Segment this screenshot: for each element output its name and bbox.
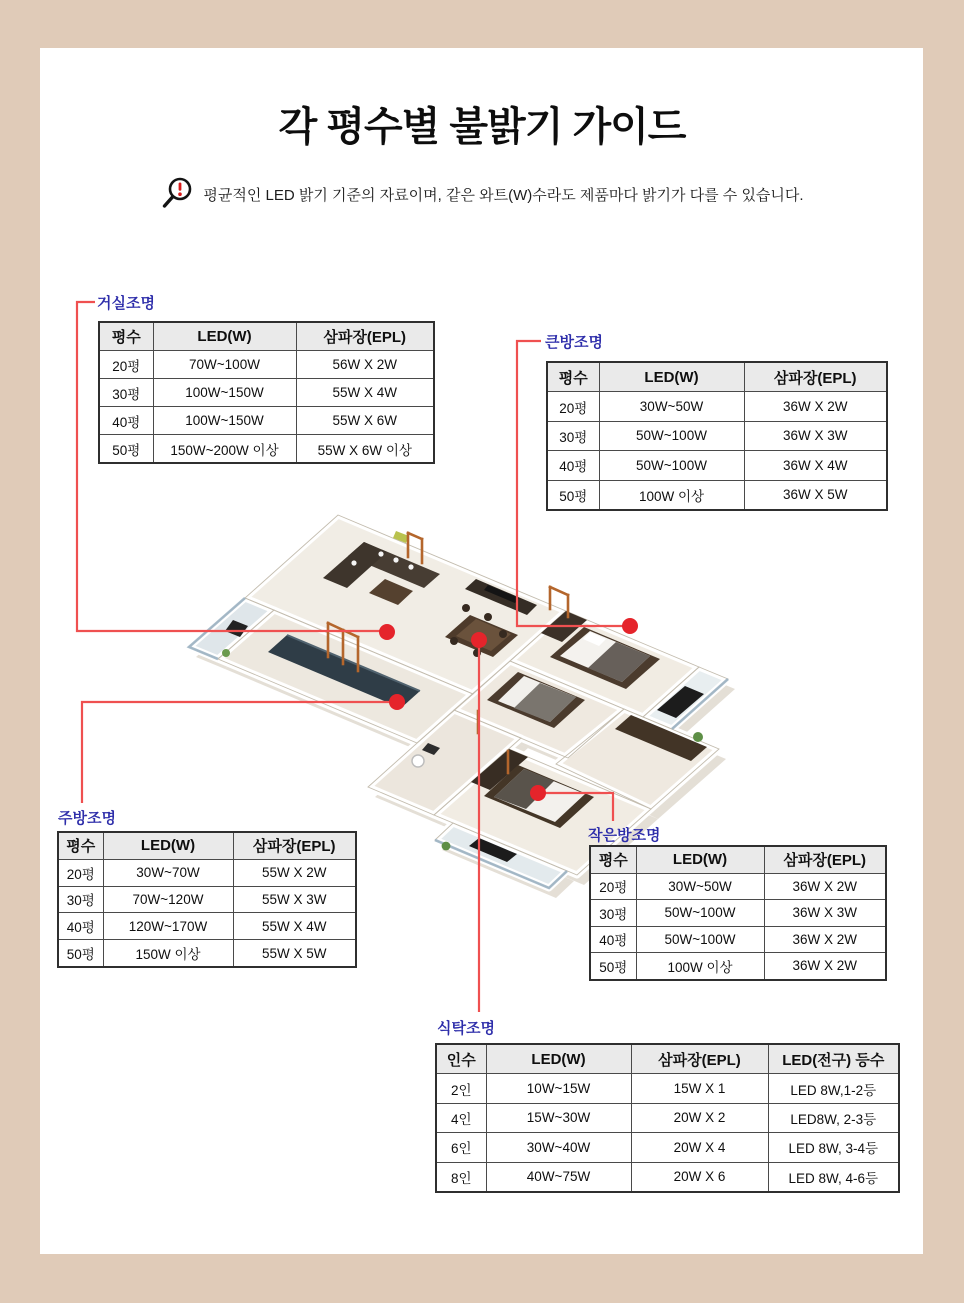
table-row <box>58 886 356 913</box>
table-cell: 36W X 2W <box>764 953 886 980</box>
table-cell: 100W 이상 <box>599 480 744 510</box>
callout-label-dining: 식탁조명 <box>437 1020 495 1037</box>
magnifier-exclamation-icon <box>160 176 194 212</box>
table-cell: 40평 <box>547 451 599 480</box>
column-header: 인수 <box>436 1044 486 1074</box>
column-header: LED(W) <box>486 1044 631 1074</box>
table-cell: 36W X 2W <box>764 926 886 953</box>
table-header-row <box>99 322 434 351</box>
table-cell: 36W X 5W <box>744 480 887 510</box>
table-row <box>590 900 886 927</box>
table-row <box>99 351 434 379</box>
column-header: LED(W) <box>599 362 744 392</box>
table-row <box>547 451 887 480</box>
table-cell: LED 8W, 3-4등 <box>768 1133 899 1162</box>
table-cell: 50평 <box>58 940 103 967</box>
table-cell: 20평 <box>590 873 636 900</box>
column-header: LED(W) <box>636 846 764 873</box>
table-cell: 15W~30W <box>486 1103 631 1132</box>
table-cell: 50평 <box>547 480 599 510</box>
table-cell: 20평 <box>547 392 599 421</box>
table-cell: 150W 이상 <box>103 940 233 967</box>
table-cell: 55W X 3W <box>233 886 356 913</box>
table-cell: 20W X 6 <box>631 1162 768 1192</box>
disclaimer-row <box>0 176 964 212</box>
column-header: 삼파장(EPL) <box>744 362 887 392</box>
table-cell: 56W X 2W <box>296 351 434 379</box>
table-row <box>58 940 356 967</box>
callout-label-kitchen: 주방조명 <box>58 810 116 827</box>
table-cell: 20평 <box>99 351 153 379</box>
column-header: LED(W) <box>153 322 296 351</box>
kitchen-lighting-table <box>57 831 357 968</box>
big-room-lighting-table <box>546 361 888 511</box>
page-title: 각 평수별 불밝기 가이드 <box>278 105 686 149</box>
table-cell: 2인 <box>436 1074 486 1103</box>
table-cell: 10W~15W <box>486 1074 631 1103</box>
table-cell: 36W X 3W <box>764 900 886 927</box>
column-header: 삼파장(EPL) <box>764 846 886 873</box>
table-cell: 30평 <box>58 886 103 913</box>
column-header: LED(전구) 등수 <box>768 1044 899 1074</box>
table-header-row <box>547 362 887 392</box>
table-row <box>547 421 887 450</box>
column-header: 평수 <box>590 846 636 873</box>
table-cell: 40W~75W <box>486 1162 631 1192</box>
callout-label-bigroom: 큰방조명 <box>545 334 603 351</box>
table-cell: 36W X 3W <box>744 421 887 450</box>
table-cell: 40평 <box>99 407 153 435</box>
column-header: 평수 <box>58 832 103 859</box>
table-cell: 100W~150W <box>153 379 296 407</box>
column-header: 삼파장(EPL) <box>233 832 356 859</box>
disclaimer-text: 평균적인 LED 밝기 기준의 자료이며, 같은 와트(W)수라도 제품마다 밝기가 다를 수 있습니다. <box>203 186 804 204</box>
table-cell: 50평 <box>99 435 153 464</box>
table-cell: 30W~50W <box>636 873 764 900</box>
table-row <box>547 392 887 421</box>
table-cell: 70W~120W <box>103 886 233 913</box>
table-cell: 15W X 1 <box>631 1074 768 1103</box>
table-cell: 20W X 4 <box>631 1133 768 1162</box>
table-cell: 150W~200W 이상 <box>153 435 296 464</box>
table-row <box>547 480 887 510</box>
callout-label-smallroom: 작은방조명 <box>588 827 661 844</box>
table-cell: 30W~50W <box>599 392 744 421</box>
table-row <box>436 1103 899 1132</box>
table-cell: 55W X 5W <box>233 940 356 967</box>
table-cell: LED8W, 2-3등 <box>768 1103 899 1132</box>
table-row <box>99 379 434 407</box>
small-room-lighting-table <box>589 845 887 981</box>
table-header-row <box>58 832 356 859</box>
column-header: LED(W) <box>103 832 233 859</box>
table-cell: 30평 <box>547 421 599 450</box>
dining-table-lighting-table <box>435 1043 900 1193</box>
table-cell: 55W X 4W <box>296 379 434 407</box>
table-row <box>436 1074 899 1103</box>
table-cell: 36W X 2W <box>744 392 887 421</box>
column-header: 평수 <box>99 322 153 351</box>
table-row <box>58 859 356 886</box>
table-cell: 6인 <box>436 1133 486 1162</box>
table-row <box>58 913 356 940</box>
table-cell: 50W~100W <box>636 926 764 953</box>
table-cell: 50W~100W <box>599 451 744 480</box>
table-cell: 8인 <box>436 1162 486 1192</box>
callout-label-living: 거실조명 <box>97 295 155 312</box>
table-cell: 50W~100W <box>599 421 744 450</box>
table-cell: 30평 <box>590 900 636 927</box>
column-header: 평수 <box>547 362 599 392</box>
living-room-lighting-table <box>98 321 435 464</box>
table-cell: 50W~100W <box>636 900 764 927</box>
column-header: 삼파장(EPL) <box>296 322 434 351</box>
table-row <box>590 873 886 900</box>
table-cell: 40평 <box>58 913 103 940</box>
table-cell: 36W X 4W <box>744 451 887 480</box>
table-cell: 55W X 6W 이상 <box>296 435 434 464</box>
table-row <box>590 926 886 953</box>
table-cell: 36W X 2W <box>764 873 886 900</box>
table-cell: 55W X 6W <box>296 407 434 435</box>
table-cell: 20평 <box>58 859 103 886</box>
table-cell: 30평 <box>99 379 153 407</box>
table-row <box>99 407 434 435</box>
table-cell: LED 8W,1-2등 <box>768 1074 899 1103</box>
table-cell: 40평 <box>590 926 636 953</box>
table-cell: 50평 <box>590 953 636 980</box>
table-row <box>99 435 434 464</box>
table-header-row <box>436 1044 899 1074</box>
table-cell: 55W X 2W <box>233 859 356 886</box>
table-cell: 70W~100W <box>153 351 296 379</box>
table-cell: 30W~70W <box>103 859 233 886</box>
table-row <box>590 953 886 980</box>
column-header: 삼파장(EPL) <box>631 1044 768 1074</box>
table-row <box>436 1133 899 1162</box>
table-header-row <box>590 846 886 873</box>
table-cell: LED 8W, 4-6등 <box>768 1162 899 1192</box>
table-cell: 20W X 2 <box>631 1103 768 1132</box>
table-row <box>436 1162 899 1192</box>
table-cell: 30W~40W <box>486 1133 631 1162</box>
table-cell: 55W X 4W <box>233 913 356 940</box>
table-cell: 120W~170W <box>103 913 233 940</box>
table-cell: 100W~150W <box>153 407 296 435</box>
table-cell: 100W 이상 <box>636 953 764 980</box>
table-cell: 4인 <box>436 1103 486 1132</box>
